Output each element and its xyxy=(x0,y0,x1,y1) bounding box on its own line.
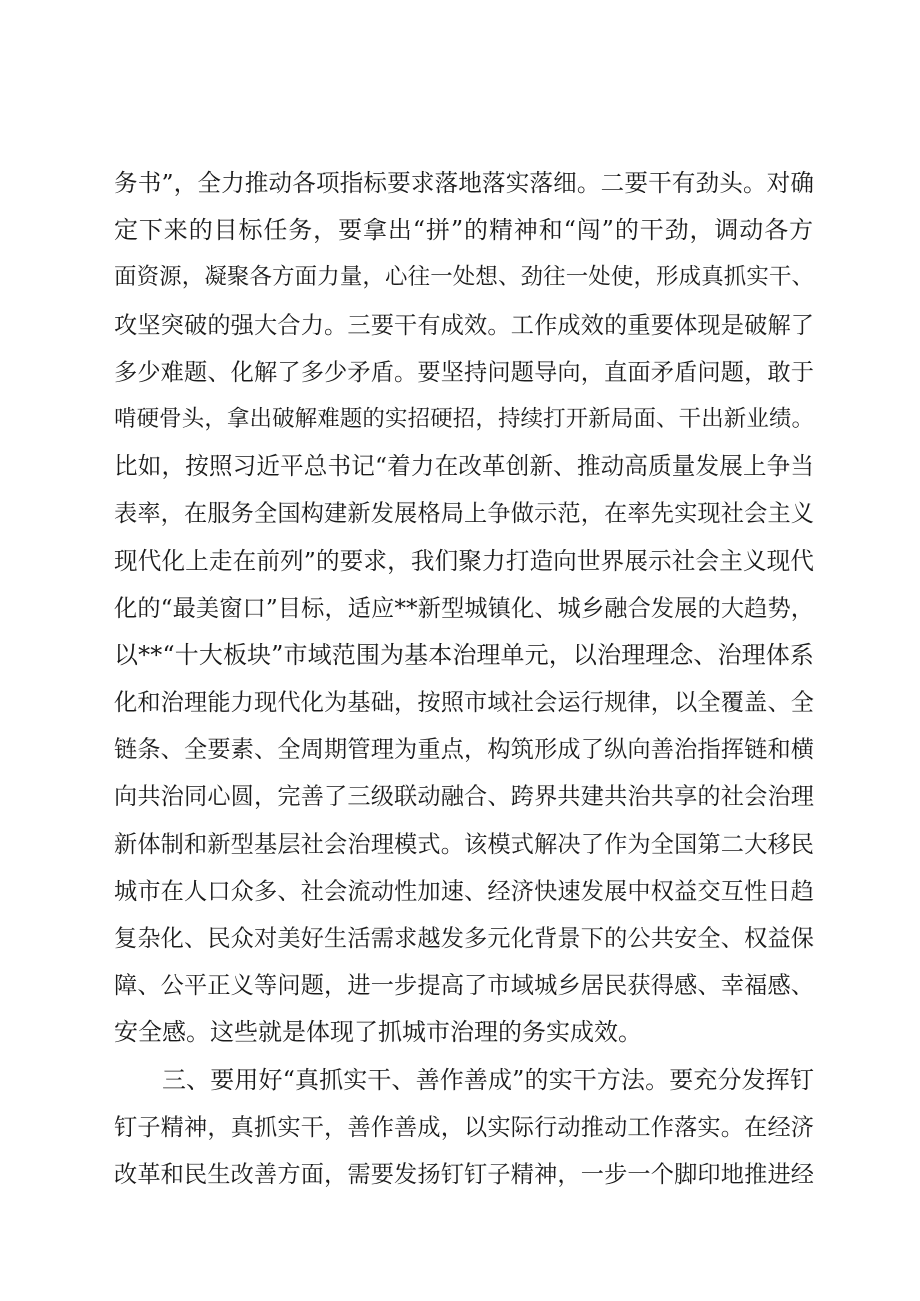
text-line: 化和治理能力现代化为基础，按照市域社会运行规律，以全覆盖、全 xyxy=(114,689,814,717)
text-line: 表率，在服务全国构建新发展格局上争做示范，在率先实现社会主义 xyxy=(114,500,814,528)
text-line: 化的“最美窗口”目标，适应**新型城镇化、城乡融合发展的大趋势， xyxy=(114,594,814,622)
text-line: 现代化上走在前列”的要求，我们聚力打造向世界展示社会主义现代 xyxy=(114,546,814,575)
text-line: 改革和民生改善方面，需要发扬钉钉子精神，一步一个脚印地推进经 xyxy=(114,1160,814,1188)
text-line: 面资源，凝聚各方面力量，心往一处想、劲往一处使，形成真抓实干、 xyxy=(114,264,814,291)
text-line: 定下来的目标任务，要拿出“拼”的精神和“闯”的干劲，调动各方 xyxy=(114,216,814,245)
text-line: 钉子精神，真抓实干，善作善成，以实际行动推动工作落实。在经济 xyxy=(114,1113,814,1141)
text-line: 以**“十大板块”市域范围为基本治理单元，以治理理念、治理体系 xyxy=(114,640,814,669)
text-line: 比如，按照习近平总书记“着力在改革创新、推动高质量发展上争当 xyxy=(114,452,814,481)
text-line: 安全感。这些就是体现了抓城市治理的务实成效。 xyxy=(114,1018,642,1047)
body-text xyxy=(114,160,814,1198)
text-line: 城市在人口众多、社会流动性加速、经济快速发展中权益交互性日趋 xyxy=(114,877,814,905)
text-line: 向共治同心圆，完善了三级联动融合、跨界共建共治共享的社会治理 xyxy=(114,783,814,811)
text-line: 三、要用好“真抓实干、善作善成”的实干方法。要充分发挥钉 xyxy=(162,1065,814,1094)
paragraph xyxy=(114,1057,814,1199)
text-line: 务书”，全力推动各项指标要求落地落实落细。二要干有劲头。对确 xyxy=(114,169,814,197)
text-line: 攻坚突破的强大合力。三要干有成效。工作成效的重要体现是破解了 xyxy=(114,311,814,339)
text-line: 多少难题、化解了多少矛盾。要坚持问题导向，直面矛盾问题，敢于 xyxy=(114,358,814,386)
text-line: 障、公平正义等问题，进一步提高了市域城乡居民获得感、幸福感、 xyxy=(114,972,814,1000)
text-line: 新体制和新型基层社会治理模式。该模式解决了作为全国第二大移民 xyxy=(114,830,814,858)
text-line: 复杂化、民众对美好生活需求越发多元化背景下的公共安全、权益保 xyxy=(114,925,814,952)
text-line: 链条、全要素、全周期管理为重点，构筑形成了纵向善治指挥链和横 xyxy=(114,736,814,764)
paragraph xyxy=(114,160,814,1057)
text-line: 啃硬骨头，拿出破解难题的实招硬招，持续打开新局面、干出新业绩。 xyxy=(114,405,814,432)
